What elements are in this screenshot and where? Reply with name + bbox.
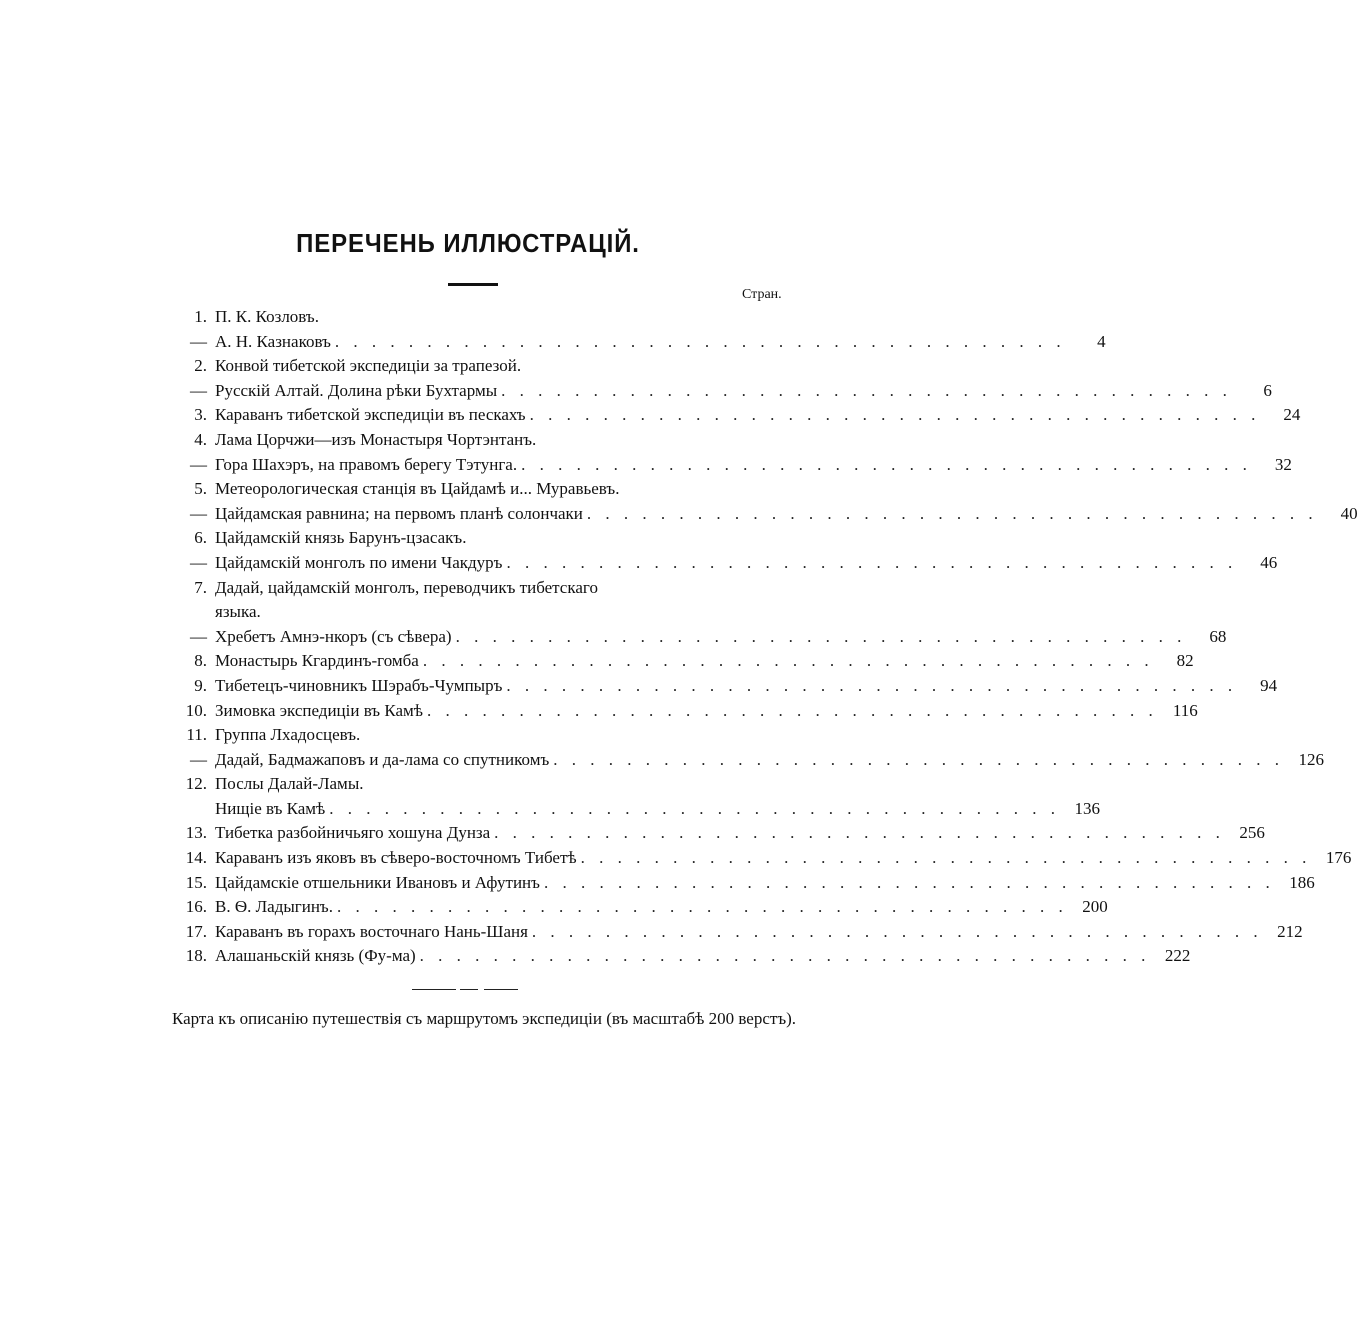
entry-body <box>215 871 1315 896</box>
entry-body <box>215 403 1301 428</box>
entry-page-number: 40 <box>1340 503 1358 523</box>
entry-body <box>215 674 1278 699</box>
entry-title: Цайдамскій монголъ по имени Чакдуръ <box>215 552 503 572</box>
page-title: ПЕРЕЧЕНЬ ИЛЛЮСТРАЦІЙ. <box>296 228 640 258</box>
entry-number: 12. <box>185 774 207 794</box>
entry-title: В. Ѳ. Ладыгинъ. <box>215 897 333 917</box>
entry-body <box>215 354 796 379</box>
entry-page-number: 176 <box>1325 848 1352 868</box>
toc-entry <box>170 944 1191 969</box>
entry-number: — <box>190 626 207 646</box>
entry-page-number: 6 <box>1263 380 1272 400</box>
illustrations-list <box>170 305 1358 969</box>
entry-page-number: 222 <box>1164 946 1191 966</box>
entry-number: — <box>190 380 207 400</box>
entry-body <box>215 772 796 797</box>
entry-number: 5. <box>194 479 207 499</box>
entry-page-number: 46 <box>1260 552 1278 572</box>
dot-leader: . . . . . . . . . . . . . . . . . . . . . . . . . . . . . . . . . . . . . . . . <box>329 798 1061 818</box>
toc-entry <box>170 797 1101 822</box>
toc-entry <box>170 748 1324 773</box>
toc-entry <box>170 576 796 601</box>
dot-leader: . . . . . . . . . . . . . . . . . . . . . . . . . . . . . . . . . . . . . . . . <box>455 626 1187 646</box>
end-divider-left <box>412 989 456 990</box>
entry-number: — <box>190 749 207 769</box>
entry-page-number: 212 <box>1277 921 1303 941</box>
dot-leader: . . . . . . . . . . . . . . . . . . . . . . . . . . . . . . . . . . . . . . . . <box>422 651 1154 671</box>
toc-entry <box>170 846 1352 871</box>
dot-leader: . . . . . . . . . . . . . . . . . . . . . . . . . . . . . . . . . . . . . . . . <box>501 380 1232 400</box>
toc-entry <box>170 772 796 797</box>
toc-entry <box>170 674 1278 699</box>
entry-title: Хребетъ Амнэ-нкоръ (съ сѣвера) <box>215 626 452 646</box>
toc-entry <box>170 699 1198 724</box>
toc-entry <box>170 625 1227 650</box>
dot-leader: . . . . . . . . . . . . . . . . . . . . . . . . . . . . . . . . . . . . . . . . <box>580 848 1312 868</box>
dot-leader: . . . . . . . . . . . . . . . . . . . . . . . . . . . . . . . . . . . . . . . . <box>419 946 1151 966</box>
entry-title: П. К. Козловъ. <box>215 307 319 326</box>
toc-entry <box>170 526 796 551</box>
entry-body <box>215 699 1198 724</box>
entry-page-number: 32 <box>1274 454 1292 474</box>
entry-title: Дадай, цайдамскій монголъ, переводчикъ тибетскаго <box>215 577 598 597</box>
entry-title: Дадай, Бадмажаповъ и да-лама со спутникомъ <box>215 749 550 769</box>
entry-body <box>215 526 796 551</box>
dot-leader: . . . . . . . . . . . . . . . . . . . . . . . . . . . . . . . . . . . . . . . . <box>543 872 1275 892</box>
entry-title: Цайдамскіе отшельники Ивановъ и Афутинъ <box>215 872 540 892</box>
toc-entry <box>170 649 1194 674</box>
toc-entry <box>170 502 1358 527</box>
toc-entry <box>170 305 796 330</box>
entry-title: А. Н. Казнаковъ <box>215 331 331 351</box>
entry-number: — <box>190 454 207 474</box>
toc-entry <box>170 871 1315 896</box>
entry-page-number: 82 <box>1176 651 1194 671</box>
entry-number: — <box>190 331 207 351</box>
end-divider-middle <box>460 989 478 990</box>
entry-title: Монастырь Кгардинъ-гомба <box>215 651 419 671</box>
entry-title: Тибетка разбойничьяго хошуна Дунза <box>215 823 491 843</box>
entry-title: Цайдамская равнина; на первомъ планѣ солончаки <box>215 503 583 523</box>
entry-body <box>215 600 796 625</box>
toc-entry <box>170 453 1292 478</box>
entry-page-number: 136 <box>1074 798 1101 818</box>
dot-leader: . . . . . . . . . . . . . . . . . . . . . . . . . . . . . . . . . . . . . . . . <box>506 675 1238 695</box>
entry-body <box>215 379 1272 404</box>
entry-body <box>215 649 1194 674</box>
dot-leader: . . . . . . . . . . . . . . . . . . . . . . . . . . . . . . . . . . . . . . . . <box>334 331 1066 351</box>
entry-number: 16. <box>185 897 207 917</box>
entry-title: Караванъ въ горахъ восточнаго Нань-Шаня <box>215 921 528 941</box>
entry-number: — <box>190 552 207 572</box>
entry-number: 7. <box>194 577 207 597</box>
toc-entry <box>170 821 1265 846</box>
entry-title: Караванъ тибетской экспедиціи въ пескахъ <box>215 405 526 425</box>
entry-page-number: 4 <box>1097 331 1106 351</box>
end-divider-right <box>484 989 518 990</box>
entry-body <box>215 305 796 330</box>
entry-title: Метеорологическая станція въ Цайдамѣ и... Муравьевъ. <box>215 479 620 499</box>
entry-body <box>215 625 1227 650</box>
entry-page-number: 186 <box>1289 872 1315 892</box>
entry-body <box>215 551 1278 576</box>
entry-body <box>215 920 1303 945</box>
dot-leader: . . . . . . . . . . . . . . . . . . . . . . . . . . . . . . . . . . . . . . . . <box>494 823 1225 843</box>
toc-entry <box>170 354 796 379</box>
toc-entry <box>170 723 796 748</box>
page-column-header: Стран. <box>742 287 782 302</box>
entry-title: Русскій Алтай. Долина рѣки Бухтармы <box>215 380 498 400</box>
dot-leader: . . . . . . . . . . . . . . . . . . . . . . . . . . . . . . . . . . . . . . . . <box>586 503 1318 523</box>
entry-number: 4. <box>194 429 207 449</box>
entry-number: 15. <box>185 872 207 892</box>
title-divider <box>448 283 498 286</box>
entry-body <box>215 821 1265 846</box>
entry-page-number: 256 <box>1239 823 1265 843</box>
entry-number: 11. <box>186 725 207 745</box>
toc-entry <box>170 551 1278 576</box>
entry-body <box>215 846 1352 871</box>
toc-entry <box>170 600 796 625</box>
entry-number: 10. <box>185 700 207 720</box>
entry-page-number: 116 <box>1172 700 1198 720</box>
entry-title: Алашаньскій князь (Фу-ма) <box>215 946 416 966</box>
toc-entry <box>170 330 1106 355</box>
toc-entry <box>170 379 1272 404</box>
entry-body <box>215 576 796 601</box>
map-note: Карта къ описанію путешествія съ маршрутомъ экспедиціи (въ масштабѣ 200 верстъ). <box>172 1009 797 1028</box>
entry-body <box>215 428 796 453</box>
entry-body <box>215 477 796 502</box>
entry-title: Гора Шахэръ, на правомъ берегу Тэтунга. <box>215 454 518 474</box>
dot-leader: . . . . . . . . . . . . . . . . . . . . . . . . . . . . . . . . . . . . . . . . <box>506 552 1238 572</box>
entry-body <box>215 453 1292 478</box>
entry-number: 8. <box>194 651 207 671</box>
entry-body <box>215 797 1101 822</box>
entry-title: Караванъ изъ яковъ въ сѣверо-восточномъ Тибетѣ <box>215 848 577 868</box>
toc-entry <box>170 920 1303 945</box>
entry-body <box>215 723 796 748</box>
entry-number: 9. <box>194 675 207 695</box>
entry-page-number: 200 <box>1082 897 1108 917</box>
toc-entry <box>170 895 1108 920</box>
entry-title: Нищіе въ Камѣ <box>215 798 326 818</box>
entry-page-number: 24 <box>1283 405 1301 425</box>
entry-number: 2. <box>194 356 207 376</box>
entry-page-number: 126 <box>1298 749 1324 769</box>
toc-entry <box>170 428 796 453</box>
entry-number: 17. <box>185 921 207 941</box>
entry-number: — <box>190 503 207 523</box>
entry-body <box>215 944 1191 969</box>
toc-entry <box>170 477 796 502</box>
entry-title: Конвой тибетской экспедиціи за трапезой. <box>215 356 522 376</box>
entry-title: Послы Далай-Ламы. <box>215 774 364 794</box>
entry-number: 1. <box>194 307 207 326</box>
entry-body <box>215 502 1358 527</box>
entry-title: Тибетецъ-чиновникъ Шэрабъ-Чумпыръ <box>215 675 503 695</box>
entry-number: 18. <box>185 946 207 966</box>
dot-leader: . . . . . . . . . . . . . . . . . . . . . . . . . . . . . . . . . . . . . . . . <box>427 700 1158 720</box>
entry-title: Цайдамскій князь Барунъ-цзасакъ. <box>215 528 467 548</box>
entry-number: 14. <box>185 848 207 868</box>
dot-leader: . . . . . . . . . . . . . . . . . . . . . . . . . . . . . . . . . . . . . . . . <box>529 405 1261 425</box>
dot-leader: . . . . . . . . . . . . . . . . . . . . . . . . . . . . . . . . . . . . . . . . <box>531 921 1263 941</box>
dot-leader: . . . . . . . . . . . . . . . . . . . . . . . . . . . . . . . . . . . . . . . . <box>553 749 1284 769</box>
entry-number: 13. <box>185 823 207 843</box>
entry-body <box>215 330 1106 355</box>
entry-page-number: 94 <box>1260 675 1278 695</box>
entry-title: Группа Лхадосцевъ. <box>215 725 361 745</box>
dot-leader: . . . . . . . . . . . . . . . . . . . . . . . . . . . . . . . . . . . . . . . . <box>521 454 1252 474</box>
toc-entry <box>170 403 1301 428</box>
entry-body <box>215 895 1108 920</box>
dot-leader: . . . . . . . . . . . . . . . . . . . . . . . . . . . . . . . . . . . . . . . . <box>336 897 1068 917</box>
entry-title: Лама Цорчжи—изъ Монастыря Чортэнтанъ. <box>215 429 537 449</box>
entry-title: языка. <box>215 602 261 622</box>
entry-body <box>215 748 1324 773</box>
entry-title: Зимовка экспедиціи въ Камѣ <box>215 700 424 720</box>
entry-number: 6. <box>194 528 207 548</box>
entry-page-number: 68 <box>1209 626 1227 646</box>
entry-number: 3. <box>194 405 207 425</box>
